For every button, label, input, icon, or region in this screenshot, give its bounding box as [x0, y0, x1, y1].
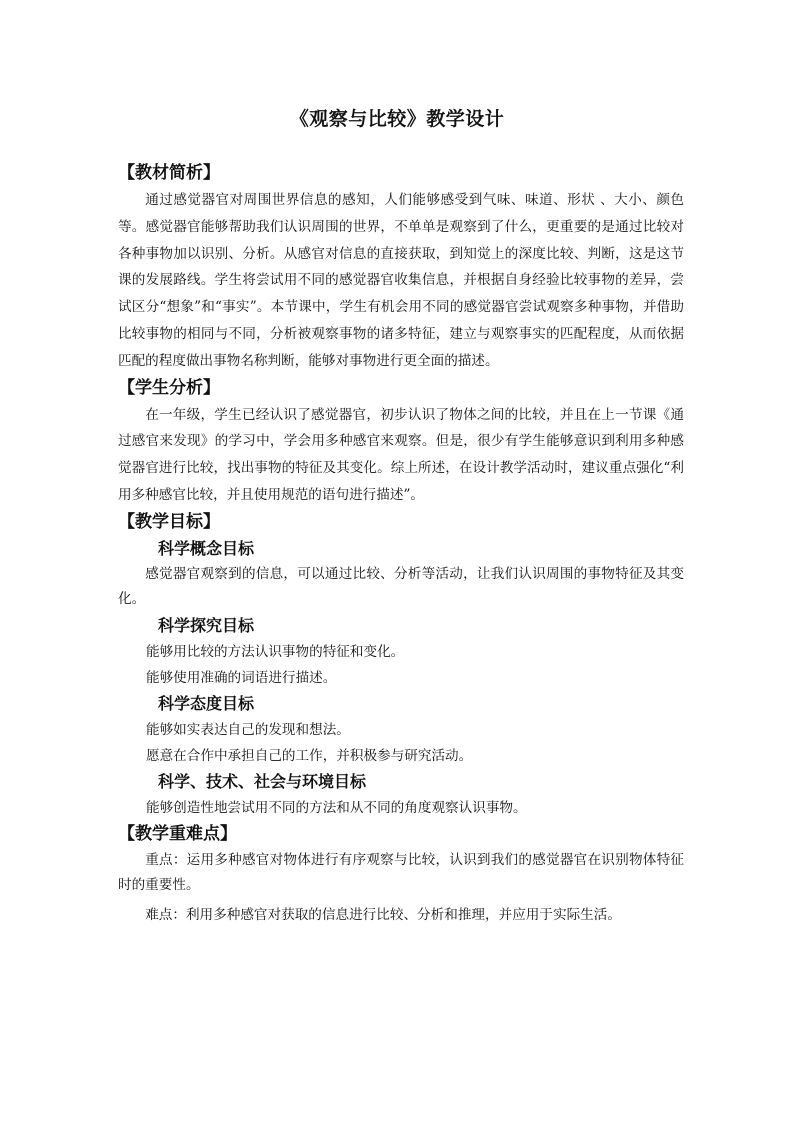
section-heading-students: 【学生分析】: [118, 377, 220, 398]
key-point-paragraph: 重点：运用多种感官对物体进行有序观察与比较，认识到我们的感觉器官在识别物体特征时的重要性。: [118, 851, 684, 894]
subheading-concept-objective: 科学概念目标: [158, 538, 255, 558]
sts-objective-item: 能够创造性地尝试用不同的方法和从不同的角度观察认识事物。: [146, 799, 527, 816]
subheading-attitude-objective: 科学态度目标: [158, 693, 255, 713]
subheading-inquiry-objective: 科学探究目标: [158, 615, 255, 635]
inquiry-objective-item: 能够使用准确的词语进行描述。: [146, 669, 337, 686]
student-analysis-paragraph: 在一年级，学生已经认识了感觉器官，初步认识了物体之间的比较，并且在上一节课《通过感官来发现》的学习中，学会用多种感官来观察。但是，很少有学生能够意识到利用多种感觉器官进行比较，找出事物的特征及其变化。综上所述，在设计教学活动时，建议重点强化“利用多种感官比较，并且使用规范的语句进行描述”。: [118, 406, 684, 503]
document-body: [118, 160, 684, 932]
inquiry-objective-item: 能够用比较的方法认识事物的特征和变化。: [146, 643, 405, 660]
document-title: 《观察与比较》教学设计: [289, 108, 505, 130]
concept-objective-paragraph: 感觉器官观察到的信息，可以通过比较、分析等活动，让我们认识周围的事物特征及其变化。: [118, 565, 684, 608]
textbook-analysis-paragraph: 通过感觉器官对周围世界信息的感知，人们能够感受到气味、味道、形状 、大小、颜色等。感觉器官能够帮助我们认识周围的世界，不单单是观察到了什么，更重要的是通过比较对各种事物加以识别、分析。从感官对信息的直接获取，到知觉上的深度比较、判断，这是这节课的发展路线。学生将尝试用不同的感觉器官收集信息，并根据自身经验比较事物的差异，尝试区分“想象”和“事实”。本节课中，学生有机会用不同的感觉器官尝试观察多种事物，并借助比较事物的相同与不同，分析被观察事物的诸多特征，建立与观察事实的匹配程度，从而依据匹配的程度做出事物名称判断，能够对事物进行更全面的描述。: [118, 192, 684, 369]
attitude-objective-item: 能够如实表达自己的发现和想法。: [146, 721, 350, 738]
section-heading-keypoints: 【教学重难点】: [118, 823, 237, 844]
difficult-point-paragraph: 难点：利用多种感官对获取的信息进行比较、分析和推理，并应用于实际生活。: [145, 906, 621, 923]
section-heading-objectives: 【教学目标】: [118, 511, 220, 532]
attitude-objective-item: 愿意在合作中承担自己的工作，并积极参与研究活动。: [146, 747, 473, 764]
section-heading-textbook: 【教材简析】: [118, 163, 220, 183]
subheading-sts-objective: 科学、技术、社会与环境目标: [158, 771, 367, 791]
